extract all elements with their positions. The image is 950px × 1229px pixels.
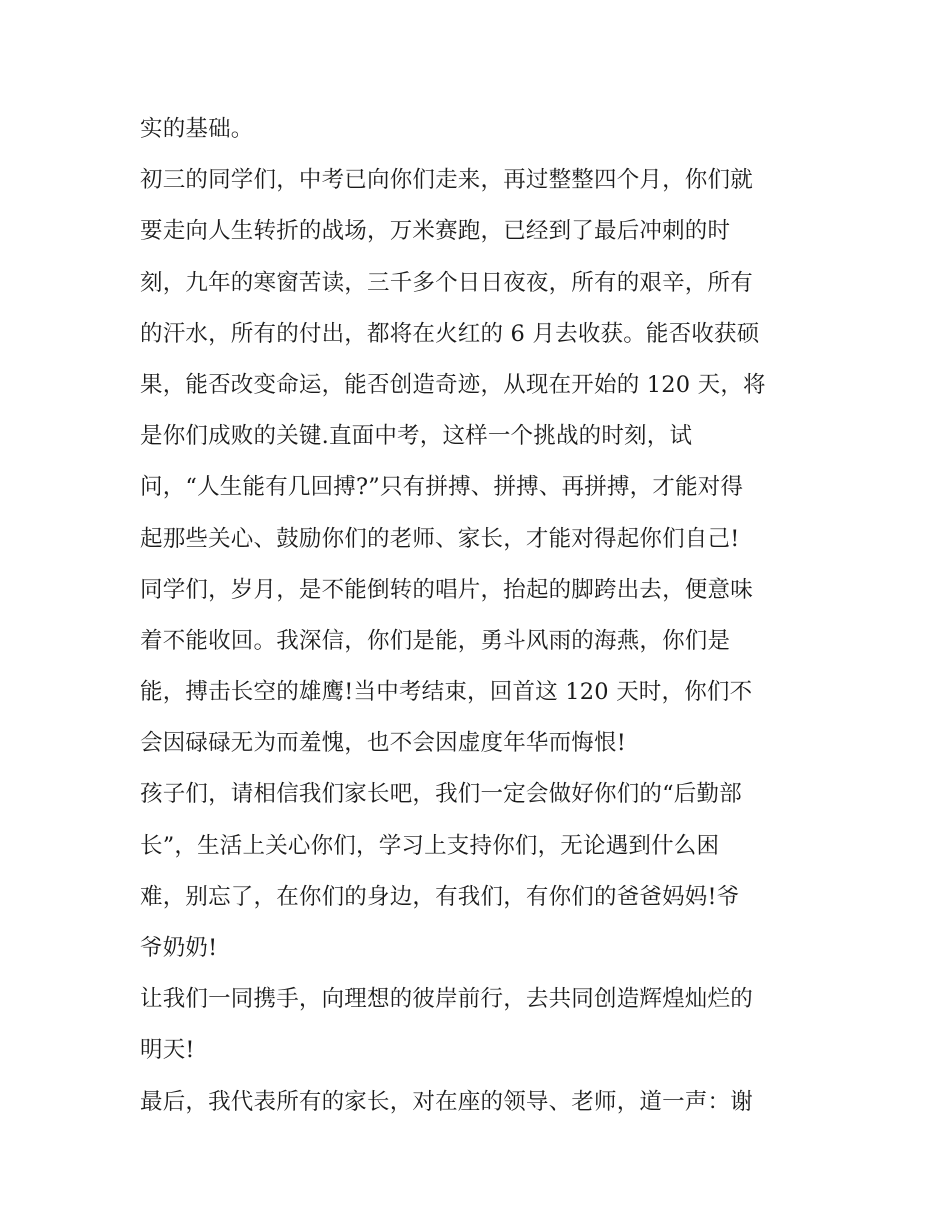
text-line: 会因碌碌无为而羞愧，也不会因虚度年华而悔恨! bbox=[140, 730, 626, 757]
text-line: 果，能否改变命运，能否创造奇迹，从现在开始的 120 天，将 bbox=[140, 371, 766, 398]
text-line: 让我们一同携手，向理想的彼岸前行，去共同创造辉煌灿烂的 bbox=[140, 986, 753, 1013]
text-line: 的汗水，所有的付出，都将在火红的 6 月去收获。能否收获硕 bbox=[140, 320, 760, 347]
text-line: 明天! bbox=[140, 1037, 195, 1064]
text-line: 要走向人生转折的战场，万米赛跑，已经到了最后冲刺的时 bbox=[140, 218, 731, 245]
text-line: 孩子们，请相信我们家长吧，我们一定会做好你们的“后勤部 bbox=[140, 781, 742, 808]
text-line: 难，别忘了，在你们的身边，有我们，有你们的爸爸妈妈!爷 bbox=[140, 883, 740, 910]
text-line: 能，搏击长空的雄鹰!当中考结束，回首这 120 天时，你们不 bbox=[140, 679, 753, 706]
text-line: 同学们，岁月，是不能倒转的唱片，抬起的脚跨出去，便意味 bbox=[140, 576, 753, 603]
text-line: 实的基础。 bbox=[140, 116, 254, 142]
text-line: 是你们成败的关键.直面中考，这样一个挑战的时刻，试 bbox=[140, 423, 693, 450]
text-line: 最后，我代表所有的家长，对在座的领导、老师，道一声：谢 bbox=[140, 1088, 753, 1115]
text-line: 长”，生活上关心你们，学习上支持你们，无论遇到什么困 bbox=[140, 832, 720, 859]
text-line: 爷奶奶! bbox=[140, 935, 218, 961]
text-line: 问，“人生能有几回搏?”只有拼搏、拼搏、再拼搏，才能对得 bbox=[140, 474, 744, 501]
text-line: 起那些关心、鼓励你们的老师、家长，才能对得起你们自己! bbox=[140, 525, 740, 552]
text-line: 刻，九年的寒窗苦读，三千多个日日夜夜，所有的艰辛，所有 bbox=[140, 269, 753, 296]
document-body bbox=[140, 104, 820, 1128]
text-line: 初三的同学们，中考已向你们走来，再过整整四个月，你们就 bbox=[140, 167, 753, 194]
text-line: 着不能收回。我深信，你们是能，勇斗风雨的海燕，你们是 bbox=[140, 627, 731, 654]
